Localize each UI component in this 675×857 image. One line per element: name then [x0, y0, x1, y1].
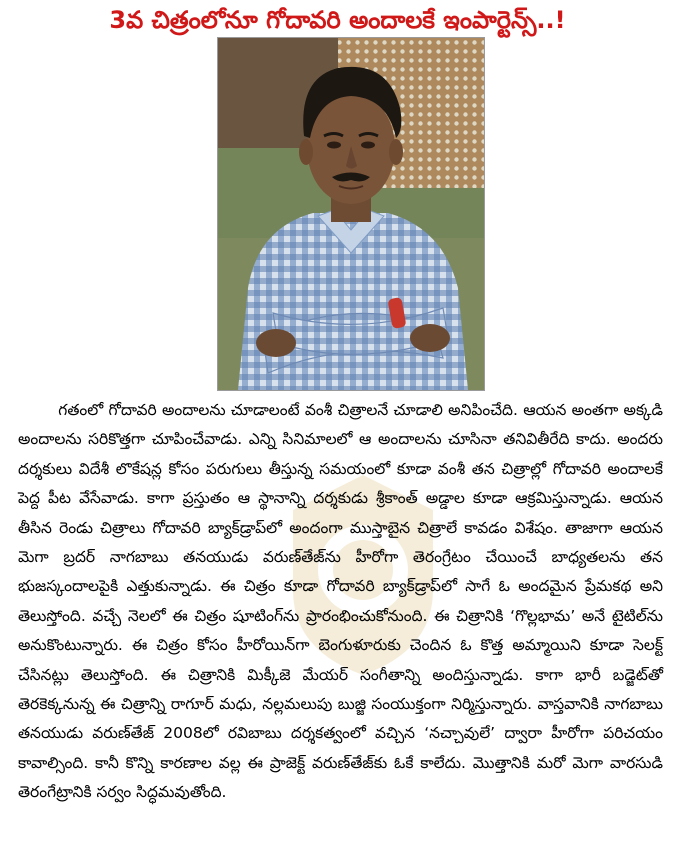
article-body: గతంలో గోదావరి అందాలను చూడాలంటే వంశీ చిత్రాలనే చూడాలి అనిపించేది. ఆయన అంతగా అక్కడి అందాలను సరికొత్తగా చూపించేవాడు. ఎన్ని సినిమాలలో ఆ అందాలను చూసినా తనివితీరేది కాదు. అందరు దర్శకులు విదేశీ లొకేషన్ల కోసం పరుగులు తీస్తున్న సమయంలో కూడా వంశీ తన చిత్రాల్లో గోదావరి అందాలకే పెద్ద పీట వేసేవాడు. కాగా ప్రస్తుతం ఆ స్థానాన్ని దర్శకుడు శ్రీకాంత్ అడ్డాల కూడా ఆక్రమిస్తున్నాడు. ఆయన తీసిన రెండు చిత్రాలు గోదావరి బ్యాక్‌డ్రాప్‌లో అందంగా ముస్తాబైన చిత్రాలే కావడం విశేషం. తాజాగా ఆయన మెగా బ్రదర్ నాగబాబు తనయుడు వరుణ్‌తేజ్‌ను హీరోగా తెరంగ్రేటం చేయించే బాధ్యతలను తన భుజస్కందాలపైకి ఎత్తుకున్నాడు. ఈ చిత్రం కూడా గోదావరి బ్యాక్‌డ్రాప్‌లో సాగే ఓ అందమైన ప్రేమకథ అని తెలుస్తోంది. వచ్చే నెలలో ఈ చిత్రం షూటింగ్‌ను ప్రారంభించుకోనుంది. ఈ చిత్రానికి ‘గొల్లభామ’ అనే టైటిల్‌ను అనుకొంటున్నారు. ఈ చిత్రం కోసం హీరోయిన్‌గా బెంగుళూరుకు చెందిన ఓ కొత్త అమ్మాయిని కూడా సెలక్ట్ చేసినట్లు తెలుస్తోంది. ఈ చిత్రానికి మిక్కీజె మేయర్ సంగీతాన్ని అందిస్తున్నాడు. కాగా భారీ బడ్జెట్‌తో తెరకెక్కనున్న ఈ చిత్రాన్ని రాగూర్ మధు, నల్లమలుపు బుజ్జి సంయుక్తంగా నిర్మిస్తున్నారు. వాస్తవానికి నాగబాబు తనయుడు వరుణ్‌తేజ్ 2008లో రవిబాబు దర్శకత్వంలో వచ్చిన ‘నచ్చావులే’ ద్వారా హీరోగా పరిచయం కావాల్సింది. కానీ కొన్ని కారణాల వల్ల ఈ ప్రాజెక్ట్ వరుణ్‌తేజ్‌కు ఓకే కాలేదు. మొత్తానికి మరో మెగా వారసుడి తెరంగేట్రానికి సర్వం సిద్ధమవుతోంది. — [18, 401, 663, 802]
article-photo — [217, 37, 485, 391]
portrait-photo — [218, 38, 484, 390]
headline: 3వ చిత్రంలోనూ గోదావరి అందాలకే ఇంపార్టెన్స్..! — [109, 6, 566, 34]
